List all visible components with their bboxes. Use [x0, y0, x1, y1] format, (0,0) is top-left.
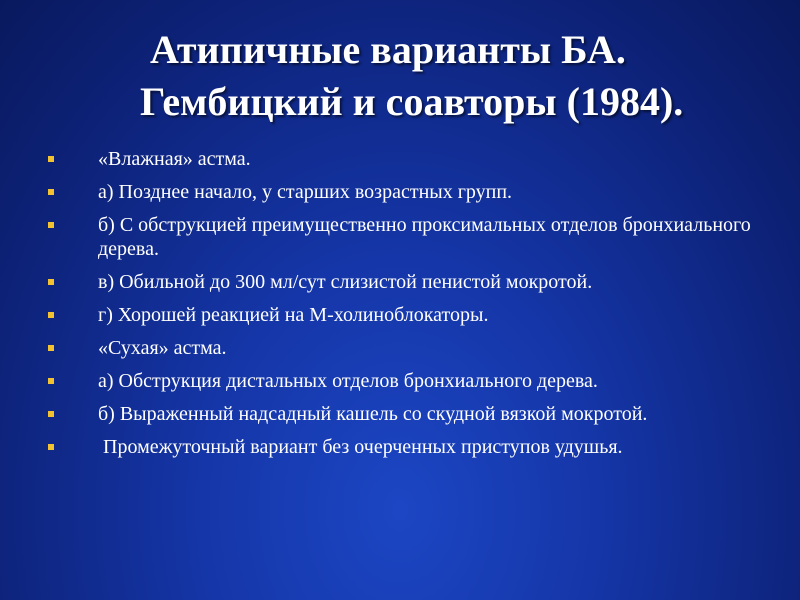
bullet-item	[44, 435, 764, 459]
bullet-item	[44, 402, 764, 426]
bullet-text: б) Выраженный надсадный кашель со скудной вязкой мокротой.	[98, 403, 648, 425]
bullet-item	[44, 147, 764, 171]
bullet-text: а) Обструкция дистальных отделов бронхиального дерева.	[98, 370, 598, 392]
bullet-item	[44, 336, 764, 360]
slide-title	[0, 24, 800, 128]
bullet-text: в) Обильной до 300 мл/сут слизистой пенистой мокротой.	[98, 271, 593, 293]
square-bullet-icon	[48, 189, 54, 195]
square-bullet-icon	[48, 411, 54, 417]
bullet-text: «Влажная» астма.	[98, 148, 251, 170]
bullet-item	[44, 180, 764, 204]
bullet-list	[44, 147, 764, 468]
title-line-1: Атипичные варианты БА.	[150, 27, 626, 72]
title-line-2: Гембицкий и соавторы (1984).	[140, 79, 684, 124]
bullet-item	[44, 270, 764, 294]
bullet-text: г) Хорошей реакцией на М-холиноблокаторы.	[98, 304, 489, 326]
bullet-item	[44, 213, 764, 261]
square-bullet-icon	[48, 279, 54, 285]
square-bullet-icon	[48, 444, 54, 450]
square-bullet-icon	[48, 345, 54, 351]
square-bullet-icon	[48, 378, 54, 384]
bullet-text: а) Позднее начало, у старших возрастных групп.	[98, 181, 513, 203]
bullet-item	[44, 303, 764, 327]
bullet-item	[44, 369, 764, 393]
bullet-text: «Сухая» астма.	[98, 337, 227, 359]
square-bullet-icon	[48, 156, 54, 162]
bullet-text: б) С обструкцией преимущественно проксимальных отделов бронхиального дерева.	[98, 214, 751, 260]
square-bullet-icon	[48, 222, 54, 228]
bullet-text: Промежуточный вариант без очерченных приступов удушья.	[98, 436, 623, 458]
square-bullet-icon	[48, 312, 54, 318]
